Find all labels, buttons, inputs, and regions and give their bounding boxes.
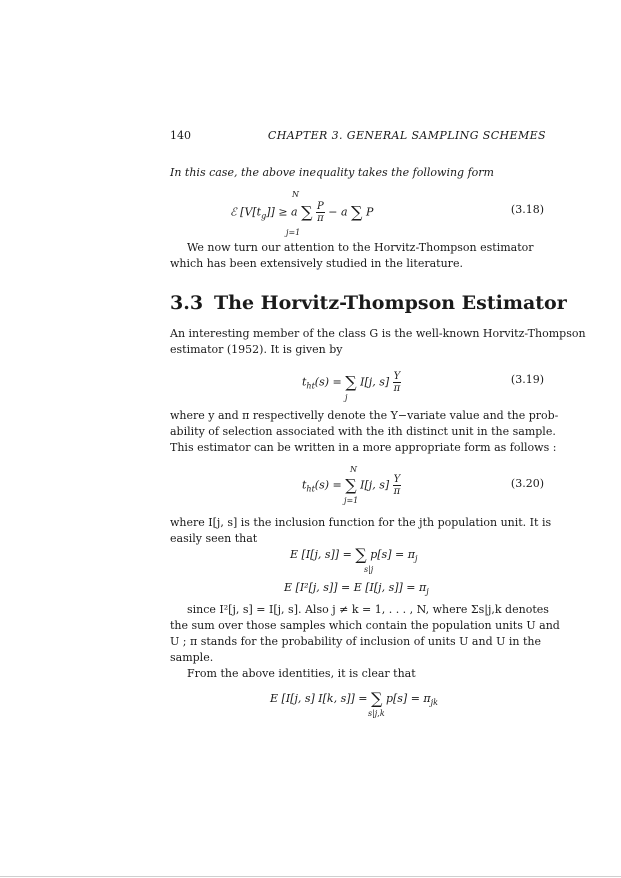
section-title: The Horvitz-Thompson Estimator — [214, 292, 567, 314]
eq-318-lhs: ℰ [V[t — [230, 205, 262, 219]
frac-den-3: π — [393, 486, 401, 497]
eq-318-sub: g — [261, 211, 267, 221]
para3-line3: This estimator can be written in a more appropriate form as follows : — [170, 441, 557, 454]
identity-b-sub: j — [426, 587, 429, 597]
eq-319-eq: (s) = — [314, 375, 346, 389]
para4-line1: where I[j, s] is the inclusion function for the jth population unit. It is — [170, 516, 552, 529]
para2-line2: estimator (1952). It is given by — [170, 343, 343, 356]
para3-line2: ability of selection associated with the ith distinct unit in the sample. — [170, 425, 556, 438]
eq-320-sub: ht — [306, 484, 315, 494]
para5-line4: sample. — [170, 651, 214, 664]
chapter-title: CHAPTER 3. GENERAL SAMPLING SCHEMES — [267, 129, 546, 142]
identity-b — [284, 581, 429, 596]
sum-symbol-4: ∑ — [345, 475, 357, 495]
frac-num-2: Y — [393, 371, 401, 382]
identity-a-lhs: E [I[j, s]] = — [290, 548, 356, 561]
equation-3-18: ℰ $[V[t_g]] \ge a$ ∑ $\frac{P}{\pi}$ − a ∑ P — [230, 201, 374, 224]
para1-line1: We now turn our attention to the Horvitz-Thompson estimator — [187, 241, 534, 254]
identity-c — [270, 689, 438, 708]
eq-320-mid: I[j, s] — [360, 478, 390, 492]
para3-line1: where y and π respectivelly denote the Y−variate value and the prob- — [170, 409, 559, 422]
para1-line2: which has been extensively studied in the literature. — [170, 257, 463, 270]
para5-line3: U ; π stands for the probability of inclusion of units U and U in the — [170, 635, 541, 648]
eq-319-sub: ht — [306, 381, 315, 391]
eq-320-t: t — [302, 478, 307, 492]
eq-320-lower: j=1 — [344, 496, 359, 505]
eq-319-lower: j — [345, 393, 348, 402]
frac-num: P — [317, 201, 324, 212]
equation-3-19 — [302, 371, 401, 394]
sum-symbol-5: ∑ — [355, 545, 367, 564]
bottom-rule — [0, 876, 621, 877]
eq-319-mid: I[j, s] — [360, 375, 390, 389]
eq-318-upper: N — [292, 190, 299, 199]
identity-c-sub: jk — [430, 698, 438, 708]
eq-320-upper: N — [350, 465, 357, 474]
section-number: 3.3 — [170, 292, 204, 314]
sum-symbol: ∑ — [301, 202, 313, 222]
eq-319-fraction — [393, 371, 402, 394]
eq-318-lower: j=1 — [286, 228, 301, 237]
identity-a-lower: s|j — [364, 565, 374, 574]
frac-num-3: Y — [393, 474, 401, 485]
intro-line: In this case, the above inequality takes the following form — [170, 166, 494, 179]
sum-symbol-2: ∑ — [351, 202, 363, 222]
frac-den: π — [317, 213, 324, 224]
sum-symbol-3: ∑ — [345, 372, 357, 392]
equation-3-20 — [302, 474, 401, 497]
identity-a-rhs: p[s] = π — [370, 548, 415, 561]
para5-line5: From the above identities, it is clear that — [187, 667, 416, 680]
para5-line2: the sum over those samples which contain the population units U and — [170, 619, 560, 632]
eq-number-3-18: (3.18) — [510, 203, 544, 216]
sum-symbol-6: ∑ — [371, 689, 383, 708]
eq-number-3-19: (3.19) — [510, 373, 544, 386]
page-number: 140 — [170, 129, 191, 142]
identity-a-sub: j — [414, 554, 418, 564]
eq-320-fraction — [393, 474, 402, 497]
eq-number-3-20: (3.20) — [510, 477, 544, 490]
identity-b-text: E [I²[j, s]] = E [I[j, s]] = π — [284, 581, 427, 594]
frac-den-2: π — [393, 383, 401, 394]
eq-318-mid: ]] ≥ a — [266, 205, 298, 219]
eq-318-minus: − a — [328, 205, 348, 219]
para5-line1: since I²[j, s] = I[j, s]. Also j ≠ k = 1, . . . , N, where Σs|j,k denotes — [187, 603, 549, 616]
identity-c-lhs: E [I[j, s] I[k, s]] = — [270, 692, 372, 705]
eq-320-eq: (s) = — [314, 478, 346, 492]
identity-c-rhs: p[s] = π — [385, 692, 431, 705]
para4-line2: easily seen that — [170, 532, 258, 545]
eq-319-t: t — [302, 375, 307, 389]
section-heading — [170, 292, 567, 314]
para2-line1: An interesting member of the class G is the well-known Horvitz-Thompson — [170, 327, 586, 340]
identity-c-lower: s|j,k — [368, 709, 385, 718]
identity-a — [290, 545, 417, 564]
eq-318-fraction — [316, 201, 325, 224]
